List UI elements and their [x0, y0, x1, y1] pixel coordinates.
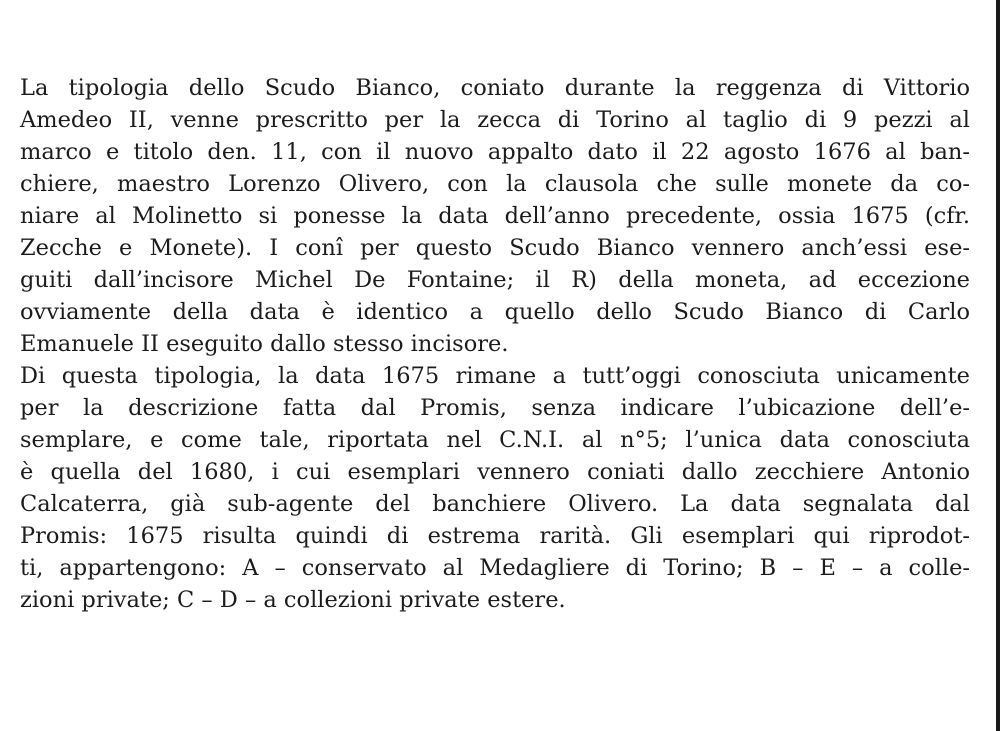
text-line: chiere, maestro Lorenzo Olivero, con la clausola che sulle monete da co- [20, 171, 970, 197]
text-line: ti, appartengono: A – conservato al Medagliere di Torino; B – E – a colle- [20, 555, 970, 581]
text-line: è quella del 1680, i cui esemplari vennero coniati dallo zecchiere Antonio [20, 459, 970, 485]
text-line: Di questa tipologia, la data 1675 rimane a tutt’oggi conosciuta unicamente [20, 363, 970, 389]
text-line: niare al Molinetto si ponesse la data dell’anno precedente, ossia 1675 (cfr. [20, 203, 970, 229]
body-text [20, 72, 970, 616]
text-line: guiti dall’incisore Michel De Fontaine; il R) della moneta, ad eccezione [20, 267, 970, 293]
text-line: semplare, e come tale, riportata nel C.N.I. al n°5; l’unica data conosciuta [20, 427, 970, 453]
text-line: ovviamente della data è identico a quello dello Scudo Bianco di Carlo [20, 299, 970, 325]
text-line: per la descrizione fatta dal Promis, senza indicare l’ubicazione dell’e- [20, 395, 970, 421]
text-line: Zecche e Monete). I conî per questo Scudo Bianco vennero anch’essi ese- [20, 235, 970, 261]
text-line: Promis: 1675 risulta quindi di estrema rarità. Gli esemplari qui riprodot- [20, 523, 970, 549]
scan-border [996, 0, 1000, 731]
text-line: marco e titolo den. 11, con il nuovo appalto dato il 22 agosto 1676 al ban- [20, 139, 970, 165]
text-line: Calcaterra, già sub-agente del banchiere Olivero. La data segnalata dal [20, 491, 970, 517]
paragraph-1 [20, 72, 970, 360]
paragraph-2 [20, 360, 970, 616]
text-line: zioni private; C – D – a collezioni private estere. [20, 587, 566, 613]
text-line: Amedeo II, venne prescritto per la zecca di Torino al taglio di 9 pezzi al [20, 107, 970, 133]
text-line: La tipologia dello Scudo Bianco, coniato durante la reggenza di Vittorio [20, 75, 970, 101]
text-line: Emanuele II eseguito dallo stesso incisore. [20, 331, 509, 357]
